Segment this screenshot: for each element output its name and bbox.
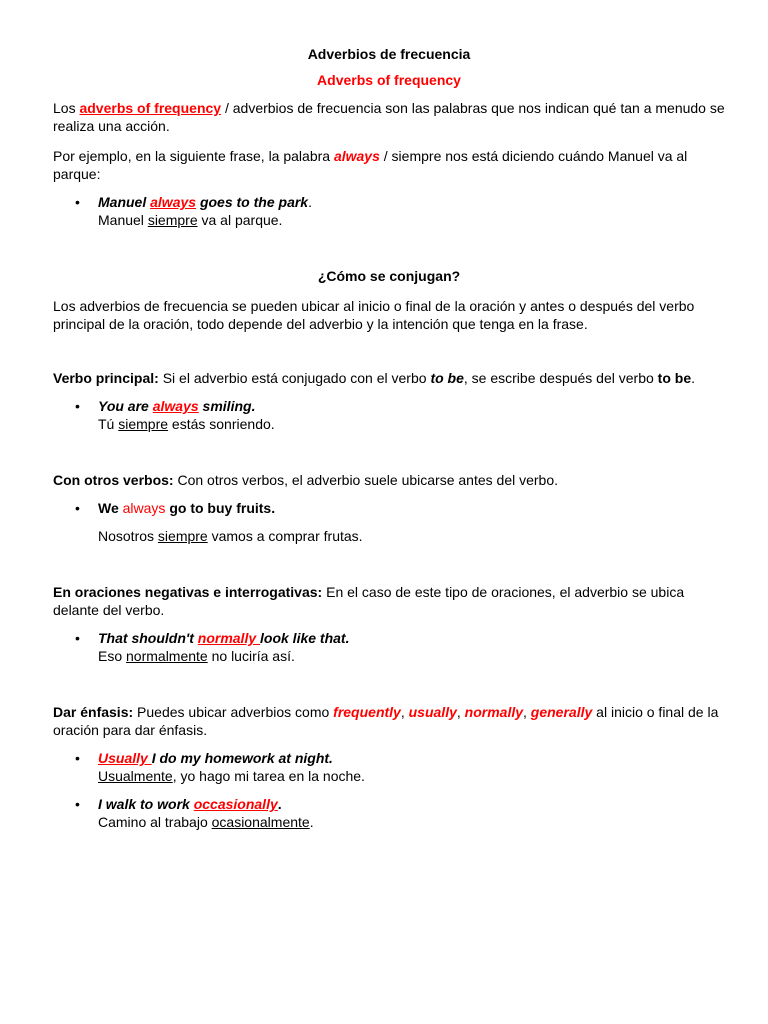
example-text: You are — [98, 398, 153, 414]
example-es — [98, 415, 725, 433]
example-adverb: always — [150, 194, 197, 210]
rule-text: , se escribe después del verbo — [463, 370, 658, 386]
verbo-principal-paragraph — [53, 369, 725, 387]
example-en — [98, 629, 725, 647]
bullet-glyph: • — [75, 500, 80, 516]
rule-text: , — [523, 704, 531, 720]
rule-adverb: normally — [464, 704, 524, 720]
intro-text: Los — [53, 100, 80, 116]
example-text: smiling. — [198, 398, 256, 414]
example-list-4 — [53, 629, 725, 665]
intro-text: / adverbios de frecuencia son las palabras que nos indican qué tan a menudo se realiza una acción. — [53, 100, 725, 134]
example-en — [98, 397, 725, 415]
list-item — [53, 193, 725, 229]
list-item — [53, 749, 725, 785]
example-adverb: siempre — [147, 212, 198, 228]
example-text: Manuel — [98, 212, 148, 228]
example-adverb: Usualmente — [98, 768, 173, 784]
rule-adverb: usually — [408, 704, 457, 720]
enfasis-paragraph — [53, 703, 725, 739]
intro-paragraph-1 — [53, 99, 725, 135]
negativas-paragraph — [53, 583, 725, 619]
term-adverbs-of-frequency: adverbs of frequency — [79, 100, 222, 116]
rule-text: , — [400, 704, 409, 720]
example-adverb: ocasionalmente — [211, 814, 310, 830]
example-text: . — [308, 194, 312, 210]
rule-text: . — [691, 370, 696, 386]
example-adverb: siempre — [118, 416, 169, 432]
document-subtitle: Adverbs of frequency — [317, 72, 461, 88]
example-adverb: always — [122, 500, 166, 516]
term-always: always — [333, 148, 380, 164]
example-text: goes to the park — [196, 194, 309, 210]
section-heading: ¿Cómo se conjugan? — [317, 268, 461, 284]
example-text: Eso — [98, 648, 127, 664]
example-list-2 — [53, 397, 725, 433]
intro-text: Por ejemplo, en la siguiente frase, la palabra — [53, 148, 334, 164]
example-en — [98, 749, 725, 767]
bullet-glyph: • — [75, 630, 80, 646]
list-item — [53, 499, 725, 517]
rule-term: to be — [657, 370, 692, 386]
rule-label: Verbo principal: — [53, 370, 159, 386]
otros-verbos-paragraph — [53, 471, 725, 489]
list-item — [53, 629, 725, 665]
example-es — [98, 813, 725, 831]
example-text: That shouldn't — [98, 630, 198, 646]
bullet-glyph: • — [75, 398, 80, 414]
rule-label: Con otros verbos: — [53, 472, 174, 488]
example-text: go to buy fruits. — [165, 500, 276, 516]
list-item — [53, 397, 725, 433]
example-text: . — [277, 796, 282, 812]
example-text: I do my homework at night. — [151, 750, 333, 766]
example-text: , yo hago mi tarea en la noche. — [172, 768, 365, 784]
example-adverb: normalmente — [126, 648, 208, 664]
example-adverb: normally — [197, 630, 261, 646]
example-text: Tú — [98, 416, 119, 432]
list-item — [53, 795, 725, 831]
example-text: estás sonriendo. — [168, 416, 275, 432]
example-es — [98, 767, 725, 785]
bullet-glyph: • — [75, 194, 80, 210]
example-text: look like that. — [260, 630, 350, 646]
intro-paragraph-2 — [53, 147, 725, 183]
rule-text: al inicio o final de la oración para dar énfasis. — [53, 704, 719, 738]
example-adverb: siempre — [157, 528, 208, 544]
example-text: vamos a comprar frutas. — [207, 528, 363, 544]
example-text: Camino al trabajo — [98, 814, 212, 830]
rule-text: En el caso de este tipo de oraciones, el adverbio se ubica delante del verbo. — [53, 584, 685, 618]
section-intro: Los adverbios de frecuencia se pueden ubicar al inicio o final de la oración y antes o después del verbo principal de la oración, todo depende del adverbio y la intención que tenga en la frase. — [53, 298, 695, 332]
rule-text: Con otros verbos, el adverbio suele ubicarse antes del verbo. — [173, 472, 559, 488]
example-text: Manuel — [98, 194, 151, 210]
example-text: no luciría así. — [207, 648, 295, 664]
document-title: Adverbios de frecuencia — [307, 46, 471, 62]
rule-label: Dar énfasis: — [53, 704, 134, 720]
example-list-5 — [53, 749, 725, 831]
document-page — [53, 45, 725, 831]
intro-text: / siempre nos está diciendo cuándo Manuel va al parque: — [53, 148, 688, 182]
rule-term: to be — [430, 370, 464, 386]
rule-label: En oraciones negativas e interrogativas: — [53, 584, 323, 600]
example-en — [98, 193, 725, 211]
example-adverb: occasionally — [193, 796, 278, 812]
rule-text: Si el adverbio está conjugado con el verbo — [158, 370, 431, 386]
example-es — [98, 647, 725, 665]
example-adverb: Usually — [98, 750, 152, 766]
example-text: I walk to work — [98, 796, 194, 812]
example-en — [98, 499, 725, 517]
example-text: Nosotros — [98, 528, 158, 544]
example-es — [98, 211, 725, 229]
bullet-glyph: • — [75, 796, 80, 812]
example-text: . — [309, 814, 314, 830]
example-text: We — [98, 500, 123, 516]
bullet-glyph: • — [75, 750, 80, 766]
rule-text: , — [456, 704, 465, 720]
example-list-3 — [53, 499, 725, 517]
rule-adverb: generally — [530, 704, 593, 720]
example-text: va al parque. — [197, 212, 283, 228]
rule-text: Puedes ubicar adverbios como — [133, 704, 334, 720]
example-list-1 — [53, 193, 725, 229]
example-es — [53, 527, 725, 545]
example-en — [98, 795, 725, 813]
example-adverb: always — [152, 398, 199, 414]
rule-adverb: frequently — [333, 704, 401, 720]
